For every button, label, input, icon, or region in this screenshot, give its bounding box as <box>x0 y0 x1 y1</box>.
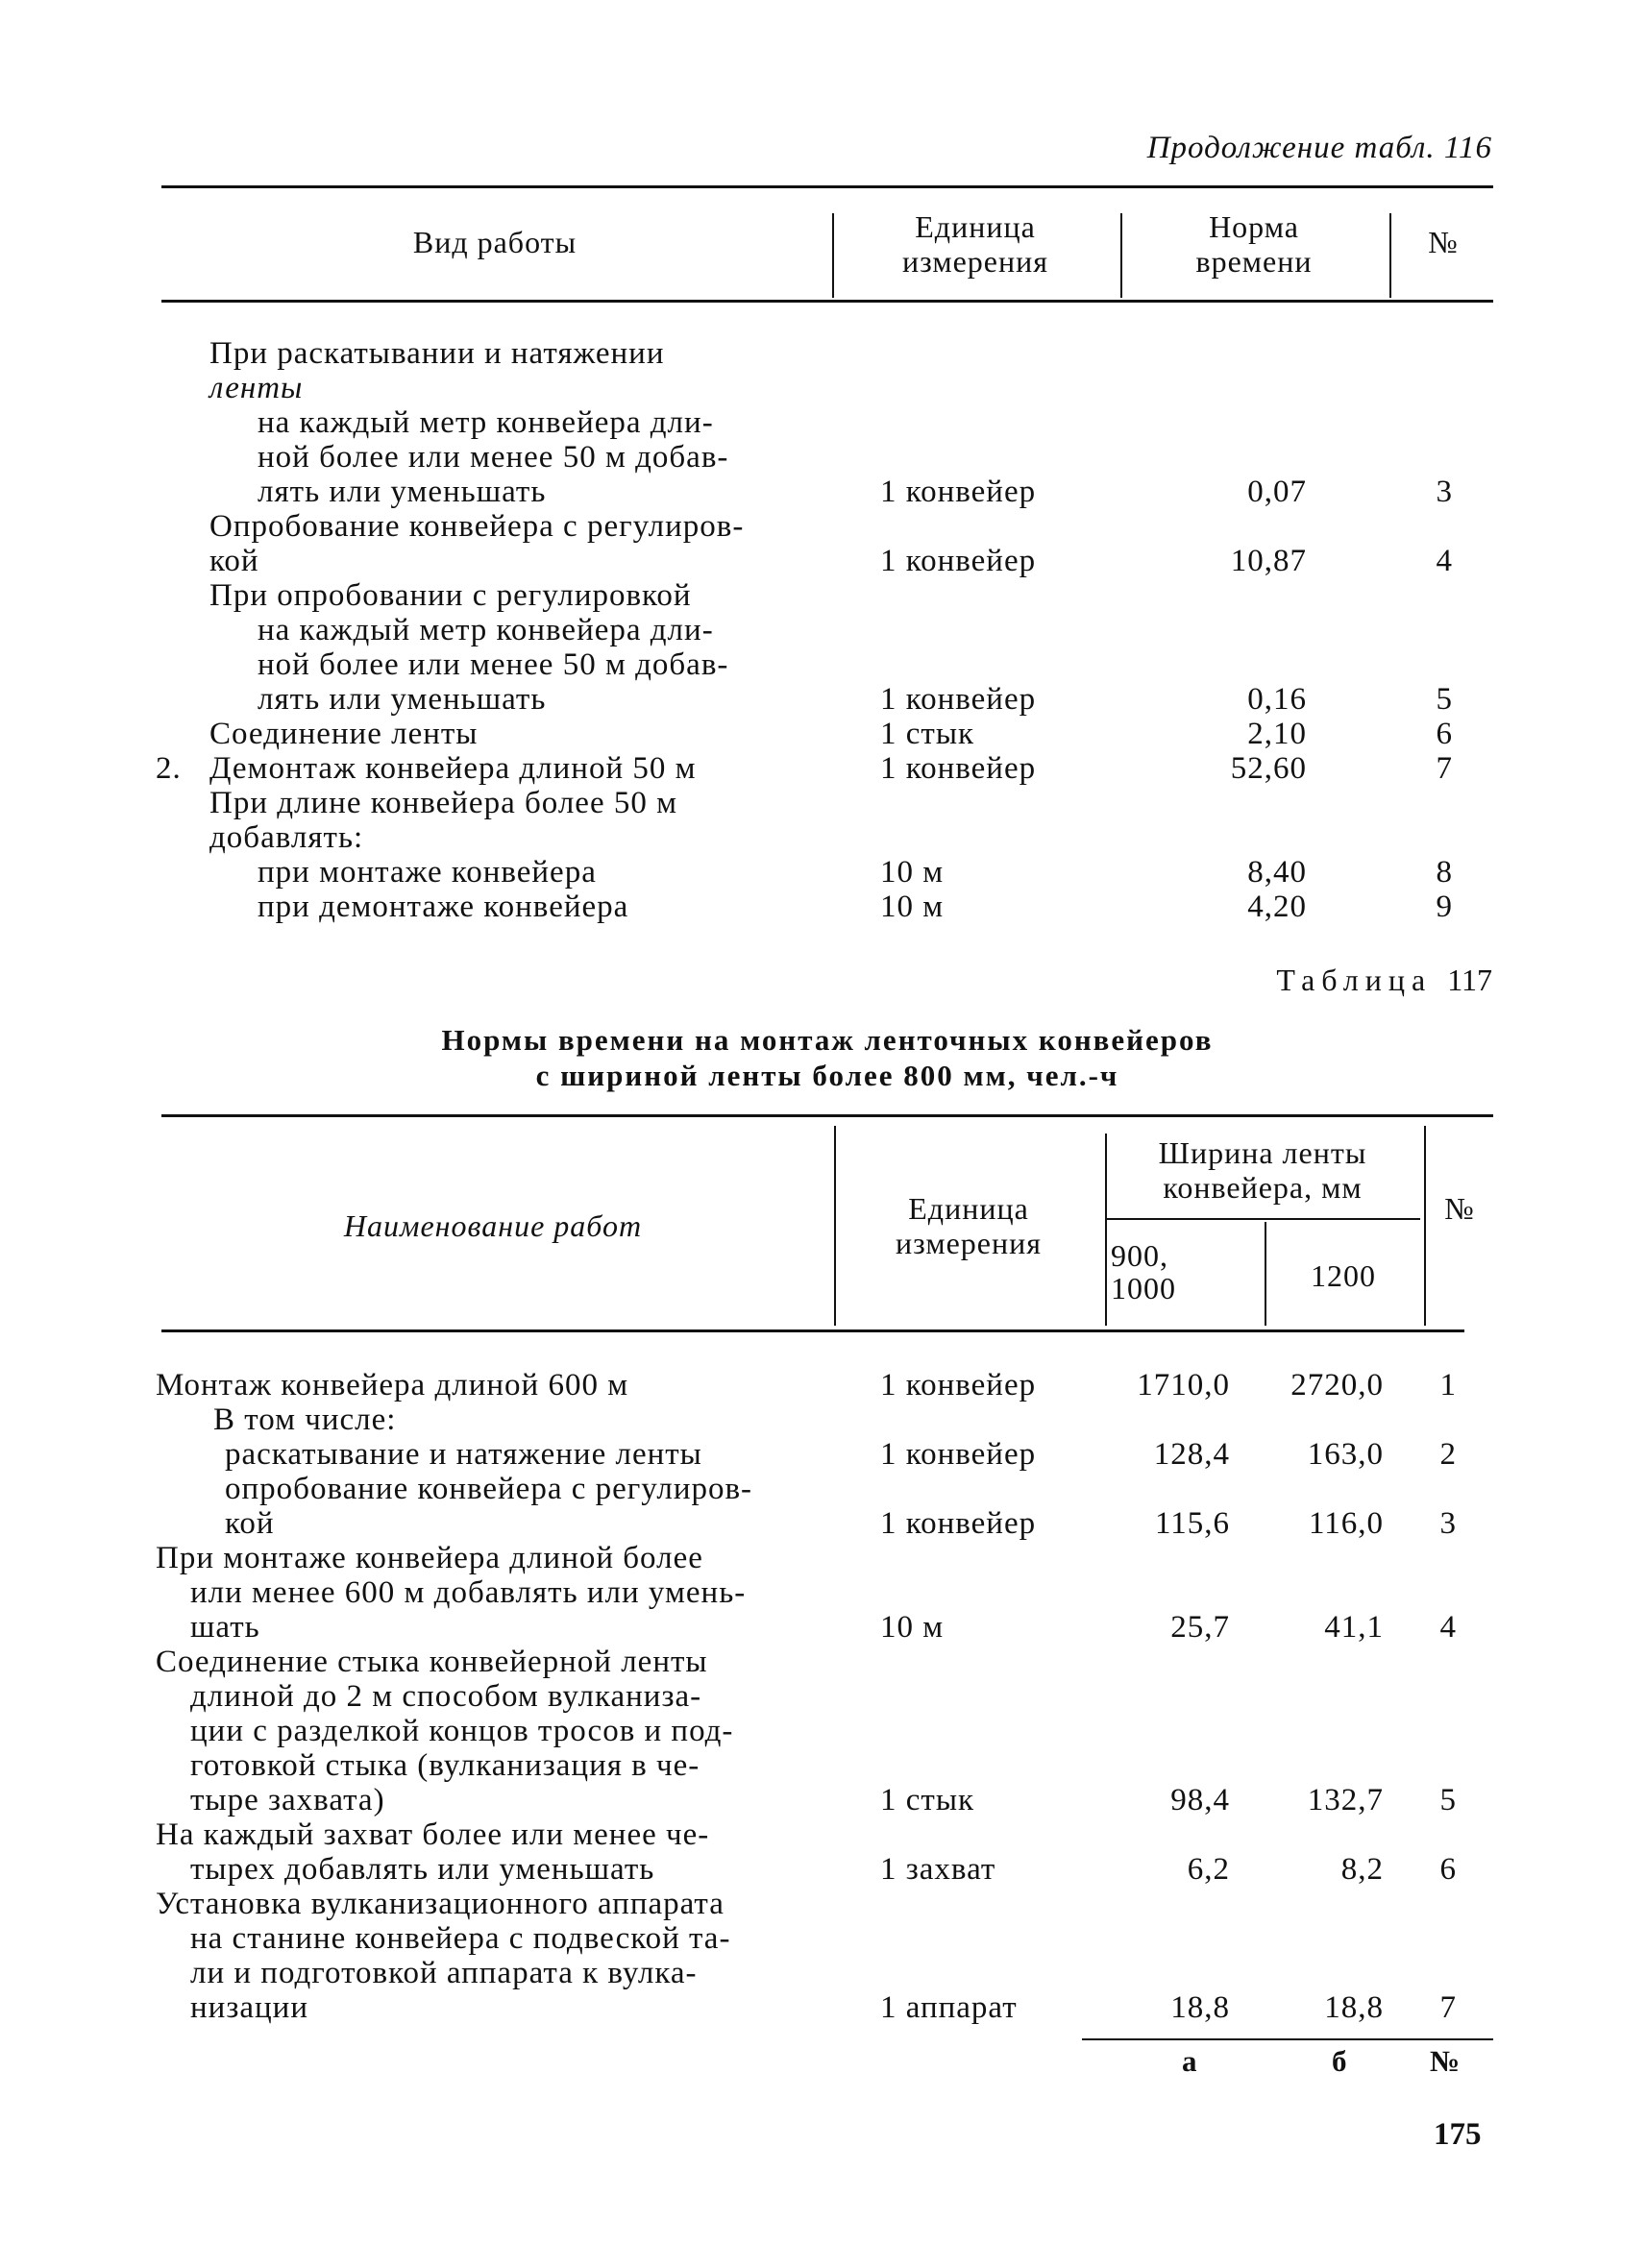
table117-label-text: Таблица <box>1276 963 1433 997</box>
table117-row-no: 2 <box>1439 1437 1457 1472</box>
table117-row-text: На каждый захват более или менее че- <box>156 1817 710 1852</box>
table117-row-b: 18,8 <box>1324 1990 1384 2025</box>
table116-row-text: Опробование конвейера с регулиров- <box>209 509 745 544</box>
table117-number: 117 <box>1447 963 1492 997</box>
table116-header-work: Вид работы <box>412 225 577 259</box>
table117-row-unit: 1 конвейер <box>880 1506 1037 1541</box>
table117-row-unit: 1 конвейер <box>880 1437 1037 1472</box>
table117-row-unit: 10 м <box>880 1610 945 1645</box>
table116-row-norm: 2,10 <box>1247 717 1307 751</box>
table116-header-rule <box>161 300 1493 303</box>
table117-footer-no: № <box>1430 2044 1461 2078</box>
table117-footer-rule <box>1082 2038 1493 2040</box>
table117-footer-b: б <box>1332 2044 1347 2078</box>
table117-row-a: 25,7 <box>1170 1610 1230 1645</box>
table116-row-unit: 1 конвейер <box>880 475 1037 509</box>
table116-header-divider <box>1389 213 1391 298</box>
table116-row-no: 3 <box>1436 475 1453 509</box>
table117-top-rule <box>161 1114 1493 1117</box>
table116-row-unit: 10 м <box>880 890 945 924</box>
table117-header-width-line2: конвейера, мм <box>1163 1170 1363 1205</box>
table117-row-unit: 1 аппарат <box>880 1990 1018 2025</box>
table117-row-text: тырех добавлять или уменьшать <box>190 1852 655 1887</box>
table117-row-unit: 1 стык <box>880 1783 975 1817</box>
table117-row-b: 132,7 <box>1307 1783 1384 1817</box>
table116-row-no: 5 <box>1436 682 1453 717</box>
table117-header-divider <box>1424 1126 1426 1326</box>
table116-header-divider <box>832 213 834 298</box>
table117-row-b: 2720,0 <box>1290 1368 1384 1402</box>
table117-header-width-line1: Ширина ленты <box>1158 1135 1367 1170</box>
table117-header-unit <box>836 1191 1101 1260</box>
table117-row-text: раскатывание и натяжение ленты <box>225 1437 702 1472</box>
table116-header-no: № <box>1428 225 1459 259</box>
table116-row-text: Соединение ленты <box>209 717 479 751</box>
table117-row-no: 4 <box>1439 1610 1457 1645</box>
table116-row-text: кой <box>209 544 259 578</box>
continuation-title: Продолжение табл. 116 <box>1146 131 1492 165</box>
table117-header-rule <box>161 1329 1464 1332</box>
table117-row-text: шать <box>190 1610 260 1645</box>
table117-row-text: или менее 600 м добавлять или умень- <box>190 1575 747 1610</box>
table117-row-no: 6 <box>1439 1852 1457 1887</box>
table116-row-unit: 1 конвейер <box>880 682 1037 717</box>
table116-row-text: лять или уменьшать <box>258 475 547 509</box>
table117-row-text: на станине конвейера с подвеской та- <box>190 1921 731 1956</box>
table117-row-text: ции с разделкой концов тросов и под- <box>190 1714 734 1748</box>
table117-row-a: 6,2 <box>1187 1852 1230 1887</box>
table116-header-unit-line1: Единица <box>915 209 1036 244</box>
table116-row-unit: 1 стык <box>880 717 975 751</box>
table117-row-a: 115,6 <box>1154 1506 1230 1541</box>
table116-row-text: ной более или менее 50 м добав- <box>258 647 729 682</box>
table116-row-text: добавлять: <box>209 820 364 855</box>
table116-row-unit: 10 м <box>880 855 945 890</box>
table116-row-unit: 1 конвейер <box>880 544 1037 578</box>
table116-row-text: При раскатывании и натяжении <box>209 336 665 371</box>
table117-row-text: В том числе: <box>213 1402 397 1437</box>
table117-row-text: тыре захвата) <box>190 1783 385 1817</box>
table117-row-text: Соединение стыка конвейерной ленты <box>156 1645 708 1679</box>
table117-row-a: 1710,0 <box>1137 1368 1230 1402</box>
table116-row-no: 8 <box>1436 855 1453 890</box>
table117-row-unit: 1 конвейер <box>880 1368 1037 1402</box>
table117-row-no: 3 <box>1439 1506 1457 1541</box>
page-number: 175 <box>1434 2117 1482 2152</box>
table116-row-unit: 1 конвейер <box>880 751 1037 786</box>
table116-row-no: 7 <box>1436 751 1453 786</box>
table117-title <box>161 1022 1493 1093</box>
table117-row-no: 5 <box>1439 1783 1457 1817</box>
table116-row-text: При опробовании с регулировкой <box>209 578 692 613</box>
table116-header-norm <box>1124 209 1384 279</box>
table117-row-text: кой <box>225 1506 275 1541</box>
table116-row-text: на каждый метр конвейера дли- <box>258 405 714 440</box>
table117-row-b: 41,1 <box>1324 1610 1384 1645</box>
table117-row-text: ли и подготовкой аппарата к вулка- <box>190 1956 698 1990</box>
table117-row-text: опробование конвейера с регулиров- <box>225 1472 753 1506</box>
table116-row-text: лять или уменьшать <box>258 682 547 717</box>
table116-top-rule <box>161 185 1493 188</box>
table116-row-text: при демонтаже конвейера <box>258 890 629 924</box>
table117-header-unit-line2: измерения <box>896 1226 1042 1260</box>
table116-row-norm: 52,60 <box>1230 751 1307 786</box>
table117-header-name: Наименование работ <box>343 1208 643 1243</box>
table117-row-a: 128,4 <box>1153 1437 1230 1472</box>
table116-row-marker: 2. <box>156 751 182 786</box>
table117-header-w900-line1: 900, <box>1111 1238 1168 1273</box>
table117-header-no: № <box>1444 1191 1475 1226</box>
table117-row-b: 8,2 <box>1340 1852 1384 1887</box>
table116-row-norm: 4,20 <box>1247 890 1307 924</box>
table116-header-norm-line2: времени <box>1195 244 1313 279</box>
table117-header-w1200: 1200 <box>1311 1258 1376 1293</box>
table117-footer-a: а <box>1182 2044 1197 2078</box>
table116-header-divider <box>1120 213 1122 298</box>
table116-row-norm: 0,16 <box>1247 682 1307 717</box>
table117-row-no: 7 <box>1439 1990 1457 2025</box>
table116-header-unit-line2: измерения <box>902 244 1048 279</box>
table116-row-text: на каждый метр конвейера дли- <box>258 613 714 647</box>
table117-row-no: 1 <box>1439 1368 1457 1402</box>
table116-row-text: ной более или менее 50 м добав- <box>258 440 729 475</box>
table116-header-norm-line1: Норма <box>1209 209 1299 244</box>
table117-header-w900 <box>1111 1239 1255 1305</box>
table117-row-b: 163,0 <box>1307 1437 1384 1472</box>
table116-row-norm: 8,40 <box>1247 855 1307 890</box>
table117-row-text: При монтаже конвейера длиной более <box>156 1541 703 1575</box>
table117-header-width <box>1107 1135 1418 1205</box>
table117-row-a: 98,4 <box>1170 1783 1230 1817</box>
table117-row-text: готовкой стыка (вулканизация в че- <box>190 1748 700 1783</box>
table116-row-norm: 0,07 <box>1247 475 1307 509</box>
table116-row-text: При длине конвейера более 50 м <box>209 786 677 820</box>
table117-row-a: 18,8 <box>1170 1990 1230 2025</box>
table116-row-no: 9 <box>1436 890 1453 924</box>
table116-row-text: Демонтаж конвейера длиной 50 м <box>209 751 697 786</box>
table117-subheader-rule <box>1107 1218 1420 1220</box>
table117-row-text: низации <box>190 1990 308 2025</box>
table117-row-b: 116,0 <box>1308 1506 1384 1541</box>
table117-title-line2: с шириной ленты более 800 мм, чел.-ч <box>535 1059 1119 1092</box>
table116-row-no: 4 <box>1436 544 1453 578</box>
table116-header-unit <box>836 209 1115 279</box>
table117-title-line1: Нормы времени на монтаж ленточных конвейеров <box>441 1023 1214 1057</box>
table116-row-text: при монтаже конвейера <box>258 855 597 890</box>
table117-header-w900-line2: 1000 <box>1111 1271 1176 1305</box>
table116-row-norm: 10,87 <box>1230 544 1307 578</box>
table117-label <box>1276 963 1492 998</box>
table117-row-text: Установка вулканизационного аппарата <box>156 1887 725 1921</box>
table117-header-unit-line1: Единица <box>908 1191 1029 1226</box>
table116-row-no: 6 <box>1436 717 1453 751</box>
table117-row-text: Монтаж конвейера длиной 600 м <box>156 1368 629 1402</box>
table117-row-text: длиной до 2 м способом вулканиза- <box>190 1679 702 1714</box>
table116-row-text: ленты <box>209 371 304 405</box>
table117-row-unit: 1 захват <box>880 1852 996 1887</box>
